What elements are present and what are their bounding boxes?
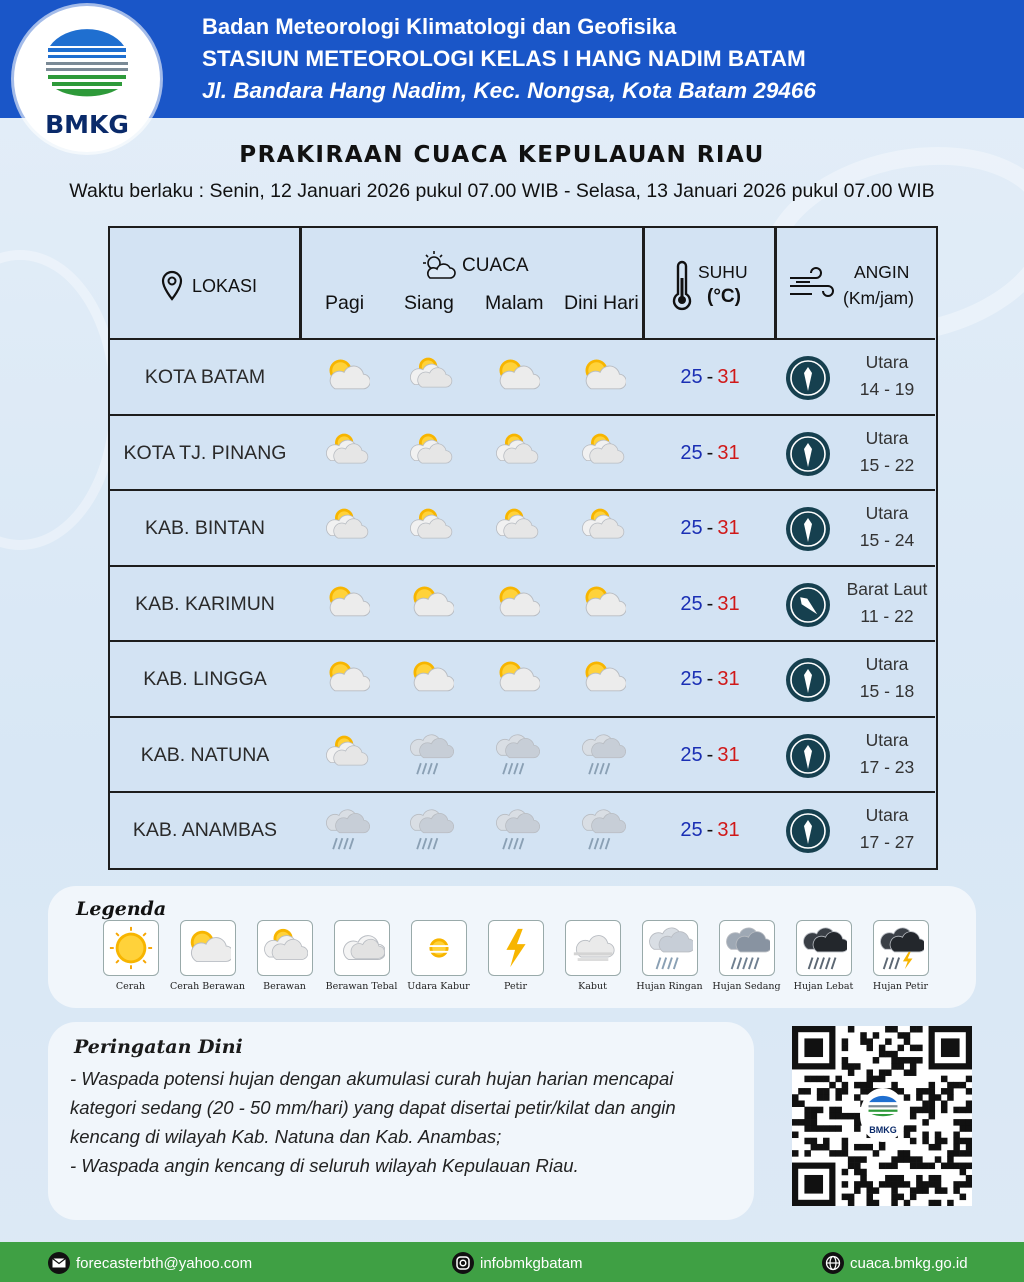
temp-separator: -	[706, 743, 714, 766]
period-malam: Malam	[485, 292, 544, 314]
temp-header-label: SUHU	[698, 262, 748, 282]
station-name: STASIUN METEOROLOGI KELAS I HANG NADIM BATAM	[202, 46, 806, 71]
wind-direction-compass-icon	[785, 506, 831, 552]
legend-label: Petir	[504, 981, 527, 992]
temp-min: 25	[680, 441, 703, 464]
legend-label: Kabut	[578, 981, 607, 992]
legend-label: Hujan Petir	[872, 981, 929, 992]
warning-line: - Waspada angin kencang di seluruh wilayah Kepulauan Riau.	[70, 1155, 579, 1176]
footer-website[interactable]	[822, 1252, 968, 1274]
wind-direction-compass-icon	[785, 582, 831, 628]
header-weather	[420, 250, 529, 282]
wind-speed: 15 - 24	[859, 530, 915, 550]
forecast-table	[108, 226, 938, 870]
legend-label: Hujan Lebat	[793, 981, 854, 992]
header-location	[160, 270, 257, 302]
weather-header-label: CUACA	[462, 255, 529, 276]
wind-direction: Utara	[865, 427, 909, 448]
period-pagi: Pagi	[325, 292, 365, 314]
temp-separator: -	[706, 366, 714, 388]
temp-max: 31	[717, 819, 740, 841]
weather-cerah-berawan-icon	[578, 354, 626, 398]
legend-label: Berawan Tebal	[325, 981, 398, 992]
wind-speed: 14 - 19	[859, 379, 915, 399]
temp-max: 31	[717, 441, 740, 464]
weather-hujan-ringan-icon	[492, 807, 540, 851]
location-name: KAB. ANAMBAS	[132, 819, 278, 841]
location-pin-icon	[160, 270, 184, 302]
wind-direction-compass-icon	[785, 355, 831, 401]
period-dini-hari: Dini Hari	[564, 292, 639, 314]
temp-max: 31	[717, 517, 740, 539]
warning-line: - Waspada potensi hujan dengan akumulasi curah hujan harian mencapai	[70, 1068, 674, 1089]
legend-berawan-icon	[257, 920, 313, 976]
weather-cerah-berawan-icon	[406, 581, 454, 625]
station-address: Jl. Bandara Hang Nadim, Kec. Nongsa, Kota Batam 29466	[202, 78, 816, 103]
temperature-range	[650, 567, 770, 642]
legend-item	[477, 920, 554, 992]
legend-hujan-lebat-icon	[796, 920, 852, 976]
wind-direction-compass-icon	[785, 431, 831, 477]
weather-cerah-berawan-icon	[492, 354, 540, 398]
wind-direction: Utara	[865, 805, 909, 825]
globe-icon	[822, 1252, 844, 1274]
wind-speed: 17 - 27	[859, 832, 915, 852]
table-row	[110, 491, 935, 567]
legend-item	[246, 920, 323, 992]
mail-icon	[48, 1252, 70, 1274]
location-name: KAB. KARIMUN	[135, 592, 275, 615]
legend-label: Cerah Berawan	[170, 981, 245, 992]
table-header	[110, 228, 935, 340]
location-name: KAB. NATUNA	[140, 743, 270, 766]
legend-cerah-icon	[103, 920, 159, 976]
legend-kabut-icon	[565, 920, 621, 976]
weather-hujan-ringan-icon	[578, 807, 626, 851]
table-row	[110, 340, 935, 416]
table-row	[110, 718, 935, 794]
legend-label: Berawan	[263, 981, 306, 992]
table-row	[110, 567, 935, 643]
temp-separator: -	[706, 592, 714, 615]
legend-item	[92, 920, 169, 992]
location-header-label: LOKASI	[192, 275, 258, 296]
footer-email[interactable]	[48, 1252, 252, 1274]
temp-min: 25	[680, 743, 703, 766]
wind-direction: Utara	[865, 729, 909, 750]
temp-min: 25	[680, 517, 703, 539]
legend-cerah-berawan-icon	[180, 920, 236, 976]
instagram-icon	[452, 1252, 474, 1274]
wind-direction: Barat Laut	[846, 578, 928, 599]
weather-cerah-berawan-icon	[492, 581, 540, 625]
table-row	[110, 793, 935, 869]
temperature-range	[650, 491, 770, 566]
weather-berawan-icon	[406, 505, 454, 549]
wind-direction: Utara	[865, 352, 909, 372]
weather-cerah-berawan-icon	[406, 656, 454, 700]
weather-hujan-ringan-icon	[406, 807, 454, 851]
weather-berawan-icon	[492, 430, 540, 474]
weather-berawan-icon	[322, 430, 370, 474]
temp-min: 25	[680, 592, 703, 615]
wind-icon	[786, 266, 836, 306]
temp-separator: -	[706, 668, 714, 690]
legend-petir-icon	[488, 920, 544, 976]
temp-min: 25	[680, 366, 703, 388]
instagram-text: infobmkgbatam	[480, 1254, 583, 1272]
legend-item	[631, 920, 708, 992]
temp-min: 25	[680, 668, 703, 690]
weather-berawan-icon	[578, 430, 626, 474]
legend-hujan-petir-icon	[873, 920, 929, 976]
temp-min: 25	[680, 819, 703, 841]
location-name: KOTA TJ. PINANG	[123, 441, 287, 464]
legend-label: Udara Kabur	[407, 981, 470, 992]
footer-bar	[0, 1242, 1024, 1282]
page-title: PRAKIRAAN CUACA KEPULAUAN RIAU	[239, 142, 765, 168]
weather-hujan-ringan-icon	[406, 732, 454, 776]
temp-separator: -	[706, 819, 714, 841]
weather-cerah-berawan-icon	[578, 656, 626, 700]
legend-hujan-ringan-icon	[642, 920, 698, 976]
weather-cerah-berawan-icon	[492, 656, 540, 700]
wind-direction-compass-icon	[785, 808, 831, 854]
warning-line: kencang di wilayah Kab. Natuna dan Kab. Anambas;	[70, 1126, 502, 1147]
temperature-range	[650, 718, 770, 793]
legend-item	[785, 920, 862, 992]
wind-speed: 11 - 22	[860, 605, 914, 626]
sun-cloud-icon	[420, 250, 458, 282]
legend-item	[323, 920, 400, 992]
temp-max: 31	[717, 668, 740, 690]
validity-period: Waktu berlaku : Senin, 12 Januari 2026 pukul 07.00 WIB - Selasa, 13 Januari 2026 pukul 07.00 WIB	[69, 180, 935, 202]
wind-speed: 17 - 23	[859, 756, 915, 777]
legend-udara-kabur-icon	[411, 920, 467, 976]
weather-berawan-icon	[322, 505, 370, 549]
logo-text: BMKG	[45, 110, 129, 139]
temp-max: 31	[717, 592, 740, 615]
temp-separator: -	[706, 517, 714, 539]
qr-code[interactable]	[792, 1026, 972, 1206]
agency-name: Badan Meteorologi Klimatologi dan Geofisika	[202, 14, 677, 39]
weather-hujan-ringan-icon	[322, 807, 370, 851]
wind-direction: Utara	[865, 503, 909, 523]
thermometer-icon	[670, 260, 694, 312]
legend-item	[862, 920, 939, 992]
temp-max: 31	[717, 366, 740, 388]
weather-berawan-icon	[492, 505, 540, 549]
weather-cerah-berawan-icon	[322, 354, 370, 398]
location-name: KAB. LINGGA	[143, 668, 267, 690]
qr-logo	[860, 1088, 906, 1142]
warning-line: kategori sedang (20 - 50 mm/hari) yang dapat disertai petir/kilat dan angin	[70, 1097, 676, 1118]
weather-hujan-ringan-icon	[492, 732, 540, 776]
legend-label: Hujan Ringan	[636, 981, 703, 992]
bmkg-logo	[14, 6, 160, 152]
temperature-range	[650, 416, 770, 491]
table-row	[110, 642, 935, 718]
wind-direction-compass-icon	[785, 733, 831, 779]
temperature-range	[650, 340, 770, 415]
legend-panel	[48, 886, 976, 1008]
legend-item	[708, 920, 785, 992]
table-body	[110, 340, 935, 870]
wind-speed: 15 - 22	[859, 454, 915, 475]
legend-title: Legenda	[76, 898, 167, 920]
temp-unit-label: (°C)	[707, 286, 741, 307]
email-text: forecasterbth@yahoo.com	[76, 1254, 253, 1272]
legend-item	[169, 920, 246, 992]
period-siang: Siang	[404, 292, 454, 314]
legend-label: Cerah	[115, 981, 146, 992]
location-name: KOTA BATAM	[144, 366, 266, 388]
weather-cerah-berawan-icon	[322, 656, 370, 700]
wind-header-label: ANGIN	[854, 262, 910, 282]
footer-instagram[interactable]	[452, 1252, 583, 1274]
wind-direction: Utara	[865, 654, 909, 674]
temperature-range	[650, 793, 770, 868]
weather-berawan-icon	[406, 354, 454, 398]
legend-berawan-tebal-icon	[334, 920, 390, 976]
weather-berawan-icon	[406, 430, 454, 474]
temperature-range	[650, 642, 770, 717]
legend-item	[400, 920, 477, 992]
website-text: cuaca.bmkg.go.id	[850, 1254, 968, 1272]
legend-hujan-sedang-icon	[719, 920, 775, 976]
wind-unit-label: (Km/jam)	[843, 288, 914, 308]
weather-cerah-berawan-icon	[322, 581, 370, 625]
table-row	[110, 416, 935, 492]
qr-logo-text: BMKG	[869, 1125, 897, 1135]
temp-separator: -	[706, 441, 714, 464]
wind-speed: 15 - 18	[859, 681, 915, 701]
location-name: KAB. BINTAN	[145, 517, 265, 539]
legend-label: Hujan Sedang	[712, 981, 781, 992]
weather-berawan-icon	[578, 505, 626, 549]
weather-cerah-berawan-icon	[578, 581, 626, 625]
temp-max: 31	[717, 743, 740, 766]
weather-berawan-icon	[322, 732, 370, 776]
wind-direction-compass-icon	[785, 657, 831, 703]
weather-hujan-ringan-icon	[578, 732, 626, 776]
early-warning-panel	[48, 1022, 754, 1220]
warning-title: Peringatan Dini	[74, 1036, 243, 1058]
legend-item	[554, 920, 631, 992]
